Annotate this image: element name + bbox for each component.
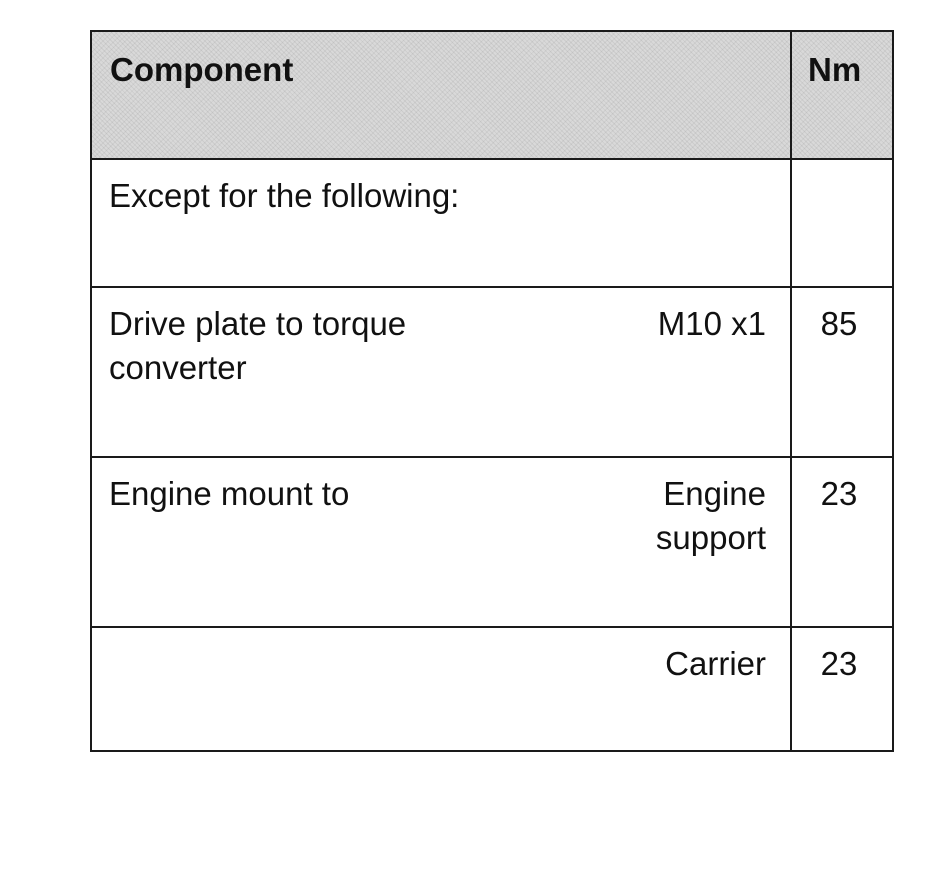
nm-cell (791, 457, 893, 627)
table-header-row (91, 31, 893, 159)
table-row (91, 627, 893, 751)
component-description: Engine mount to (109, 475, 350, 512)
component-spec: M10 x1 (657, 305, 766, 342)
nm-cell (791, 627, 893, 751)
table-row (91, 159, 893, 287)
component-spec: Carrier (665, 645, 766, 682)
nm-value (792, 160, 892, 174)
component-description: Except for the following: (109, 177, 460, 214)
nm-value: 23 (820, 645, 858, 682)
component-spec: Engine support (655, 475, 766, 556)
nm-cell (791, 287, 893, 457)
nm-value: 23 (820, 475, 858, 512)
table-row (91, 457, 893, 627)
header-component (91, 31, 791, 159)
table-row (91, 287, 893, 457)
component-cell (91, 457, 791, 627)
header-nm-label: Nm (808, 51, 862, 88)
nm-cell (791, 159, 893, 287)
component-cell (91, 159, 791, 287)
torque-spec-table (90, 30, 894, 752)
component-cell (91, 627, 791, 751)
component-cell (91, 287, 791, 457)
header-component-label: Component (110, 51, 294, 88)
header-nm (791, 31, 893, 159)
component-description: Drive plate to torque converter (109, 305, 407, 386)
nm-value: 85 (820, 305, 858, 342)
